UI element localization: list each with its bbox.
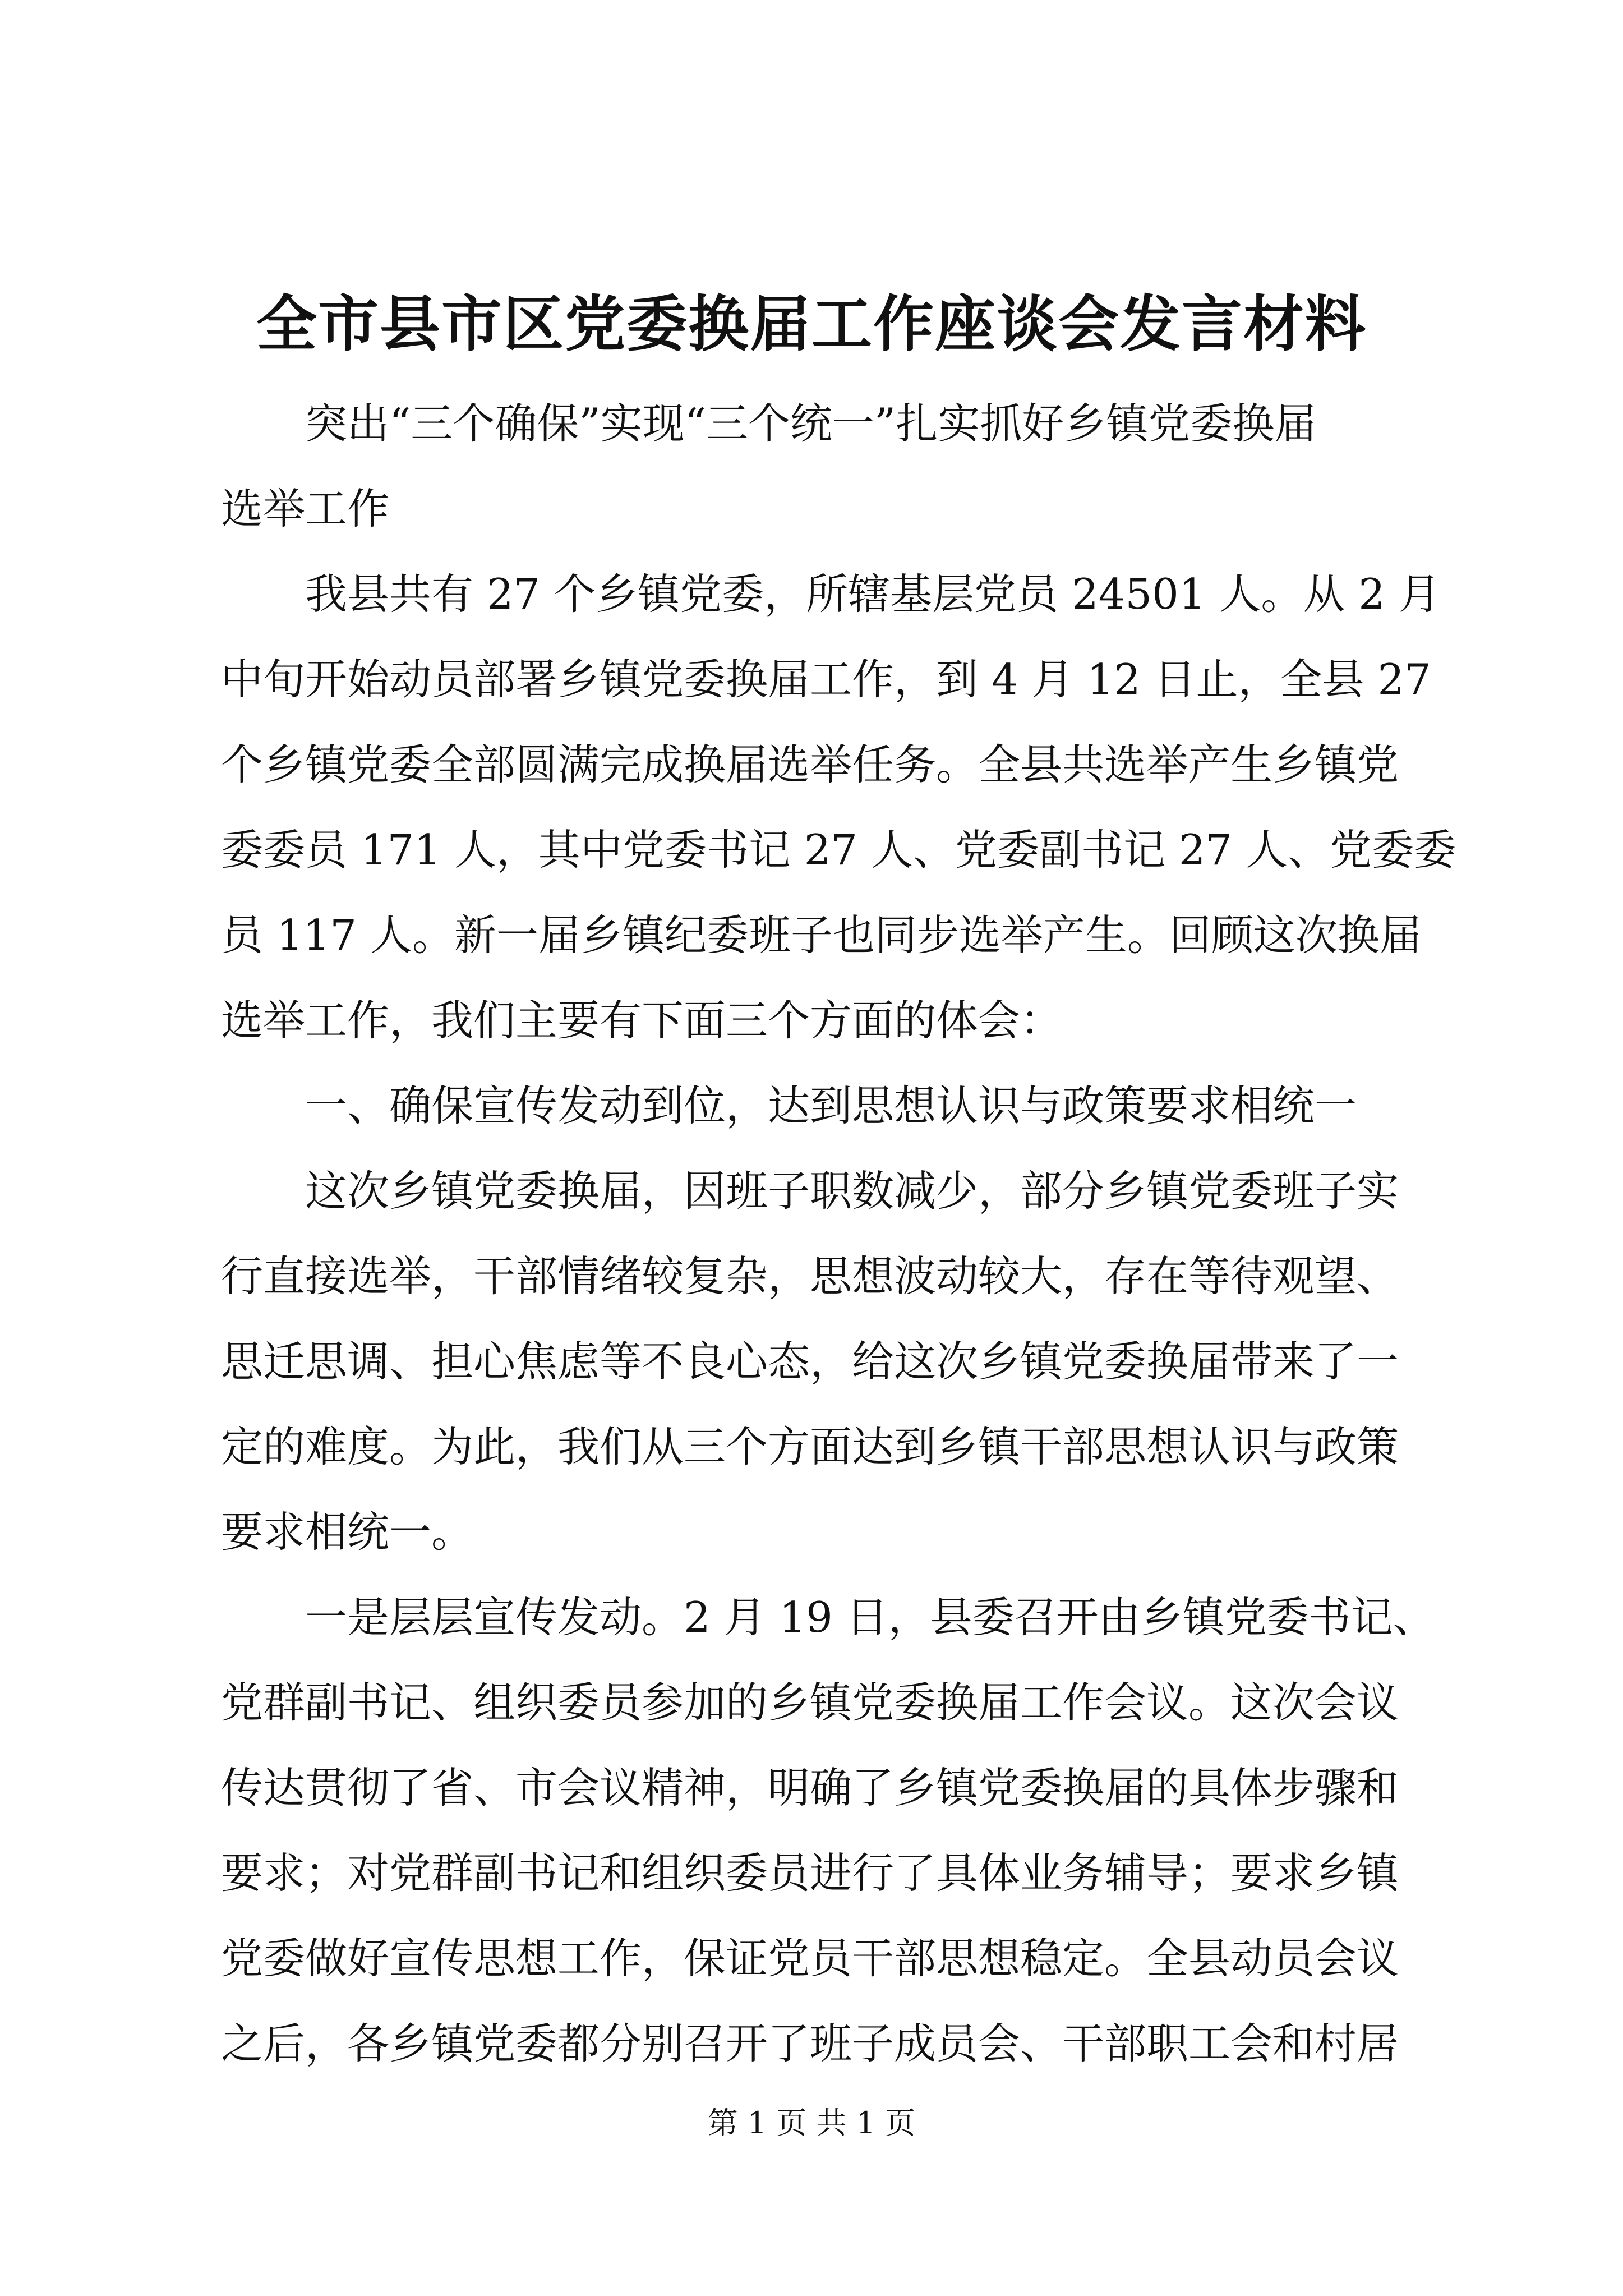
document-title: 全市县市区党委换届工作座谈会发言材料 [256, 289, 1367, 360]
text-line: 中旬开始动员部署乡镇党委换届工作，到 4 月 12 日止，全县 27 [221, 655, 1431, 704]
text-line: 这次乡镇党委换届，因班子职数减少，部分乡镇党委班子实 [221, 1166, 1399, 1216]
text-line: 突出“三个确保”实现“三个统一”扎实抓好乡镇党委换届 [221, 399, 1317, 448]
text-line: 思迁思调、担心焦虑等不良心态，给这次乡镇党委换届带来了一 [221, 1337, 1399, 1386]
text-line: 选举工作，我们主要有下面三个方面的体会： [221, 996, 1063, 1045]
document-body [221, 381, 1456, 2086]
text-line: 要求；对党群副书记和组织委员进行了具体业务辅导；要求乡镇 [221, 1848, 1399, 1898]
text-line: 党群副书记、组织委员参加的乡镇党委换届工作会议。这次会议 [221, 1678, 1399, 1727]
text-line: 党委做好宣传思想工作，保证党员干部思想稳定。全县动员会议 [221, 1934, 1399, 1983]
text-line: 委委员 171 人，其中党委书记 27 人、党委副书记 27 人、党委委 [221, 825, 1456, 875]
page-footer: 第 1 页 共 1 页 [707, 2105, 916, 2141]
text-line: 我县共有 27 个乡镇党委，所辖基层党员 24501 人。从 2 月 [221, 569, 1441, 619]
text-line: 选举工作 [221, 484, 390, 533]
text-line: 一是层层宣传发动。2 月 19 日，县委召开由乡镇党委书记、 [221, 1593, 1435, 1642]
text-line: 传达贯彻了省、市会议精神，明确了乡镇党委换届的具体步骤和 [221, 1763, 1399, 1812]
section-heading: 一、确保宣传发动到位，达到思想认识与政策要求相统一 [221, 1081, 1357, 1130]
text-line: 个乡镇党委全部圆满完成换届选举任务。全县共选举产生乡镇党 [221, 740, 1399, 789]
text-line: 要求相统一。 [221, 1507, 474, 1557]
text-line: 定的难度。为此，我们从三个方面达到乡镇干部思想认识与政策 [221, 1422, 1399, 1471]
text-line: 之后，各乡镇党委都分别召开了班子成员会、干部职工会和村居 [221, 2019, 1399, 2068]
text-line: 行直接选举，干部情绪较复杂，思想波动较大，存在等待观望、 [221, 1251, 1399, 1301]
text-line: 员 117 人。新一届乡镇纪委班子也同步选举产生。回顾这次换届 [221, 910, 1422, 960]
